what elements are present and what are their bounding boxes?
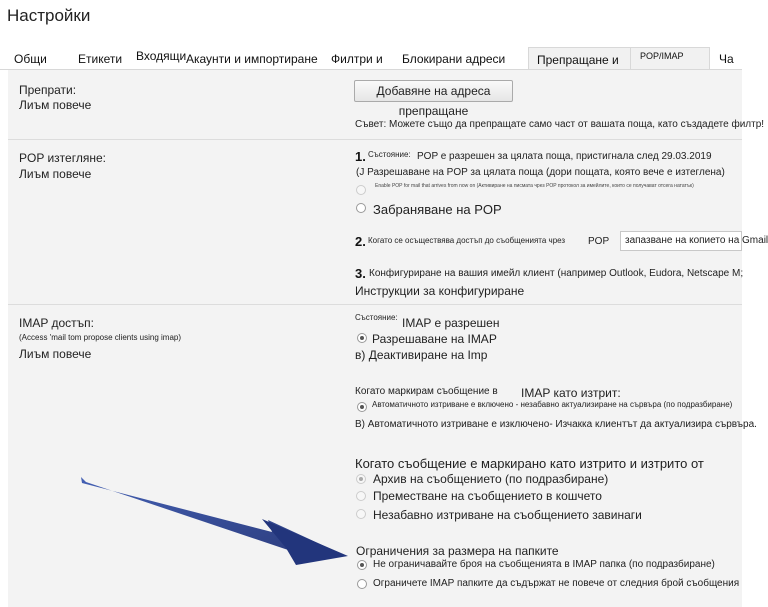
tab-blocked[interactable]: Блокирани адреси: [402, 52, 506, 66]
imap-expunge-heading-tail: IMAP като изтрит:: [521, 386, 621, 400]
imap-delete-forever-label: Незабавно изтриване на съобщението завинаги: [373, 508, 642, 522]
imap-label: IMAP достъп:: [19, 316, 94, 330]
imap-trash-label: Преместване на съобщението в кошчето: [373, 489, 602, 503]
page-title: Настройки: [7, 6, 91, 25]
imap-learn-more-link[interactable]: Лиъм повече: [19, 347, 92, 361]
pop-enable-all-option[interactable]: (J Разрешаване на POP за цялата поща (дори пощата, която вече е изтеглена): [356, 167, 725, 178]
imap-note: (Access 'mail tom propose clients using imap): [19, 333, 182, 342]
tab-forwarding[interactable]: Препращане и: [528, 47, 631, 69]
pop-step-2-text: Когато се осъществява достъп до съобщенията чрез: [368, 236, 566, 245]
pop-step-3-number: 3.: [355, 266, 366, 281]
pop-step-2-protocol: POP: [588, 236, 610, 247]
imap-disable-option[interactable]: в) Деактивиране на Imp: [355, 348, 488, 362]
tab-pop-imap[interactable]: POP/IMAP: [630, 47, 710, 69]
forwarding-learn-more-link[interactable]: Лиъм повече: [19, 98, 92, 112]
imap-auto-expunge-on-label: Автоматичното изтриване е включено - незабавно актуализиране на сървъра (по подразбиране): [372, 400, 733, 409]
imap-deleted-heading: Когато съобщение е маркирано като изтрито и изтрито от: [355, 456, 704, 471]
tab-filters[interactable]: Филтри и: [331, 52, 383, 66]
pop-label: POP изтегляне:: [19, 151, 106, 165]
pop-step-2-number: 2.: [355, 234, 366, 249]
pop-enable-now-label: Enable POP for mail that arrives from now on (Активиране на писмата чрез POP протокол за имейлите, които се получават отсега нататък): [375, 183, 694, 189]
imap-status-label: Състояние:: [355, 313, 398, 322]
forwarding-tip: Съвет: Можете също да препращате само част от вашата поща, като създадете филтр!: [355, 119, 765, 130]
tab-inbox[interactable]: Входящи: [136, 49, 187, 63]
pop-step-1-number: 1.: [355, 149, 366, 164]
tab-accounts[interactable]: Акаунти и импортиране: [186, 52, 318, 66]
pop-disable-label: Забраняване на POP: [373, 202, 502, 217]
pop-learn-more-link[interactable]: Лиъм повече: [19, 167, 92, 181]
imap-expunge-heading: Когато маркирам съобщение в: [355, 386, 498, 397]
pop-step-3-text: Конфигуриране на вашия имейл клиент (например Outlook, Eudora, Netscape M;: [369, 268, 744, 279]
pop-action-select[interactable]: запазване на копието на Gmail: [620, 231, 742, 251]
tab-general[interactable]: Общи: [14, 52, 47, 66]
imap-status-text: IMAP е разрешен: [402, 316, 500, 330]
imap-enable-label: Разрешаване на IMAP: [372, 332, 497, 346]
forwarding-label: Препрати:: [19, 83, 77, 97]
imap-no-limit-label: Не ограничавайте броя на съобщенията в IMAP папка (по подразбиране): [373, 559, 715, 570]
tab-labels[interactable]: Етикети: [78, 52, 123, 66]
pop-configuration-instructions-link[interactable]: Инструкции за конфигуриране: [355, 284, 525, 298]
pop-status-text: POP е разрешен за цялата поща, пристигнала след 29.03.2019: [417, 151, 712, 162]
add-forwarding-address-button[interactable]: Добавяне на адреса препращане: [354, 80, 513, 102]
tab-chat[interactable]: Ча: [719, 52, 734, 66]
imap-archive-label: Архив на съобщението (по подразбиране): [373, 472, 609, 486]
imap-limit-label: Ограничете IMAP папките да съдържат не повече от следния брой съобщения: [373, 578, 740, 589]
pop-status-label: Състояние:: [368, 150, 411, 159]
imap-auto-expunge-off-option[interactable]: В) Автоматичното изтриване е изключено- Изчакка клиентът да актуализира сървъра.: [355, 419, 757, 430]
imap-folder-size-heading: Ограничения за размера на папките: [356, 544, 559, 558]
